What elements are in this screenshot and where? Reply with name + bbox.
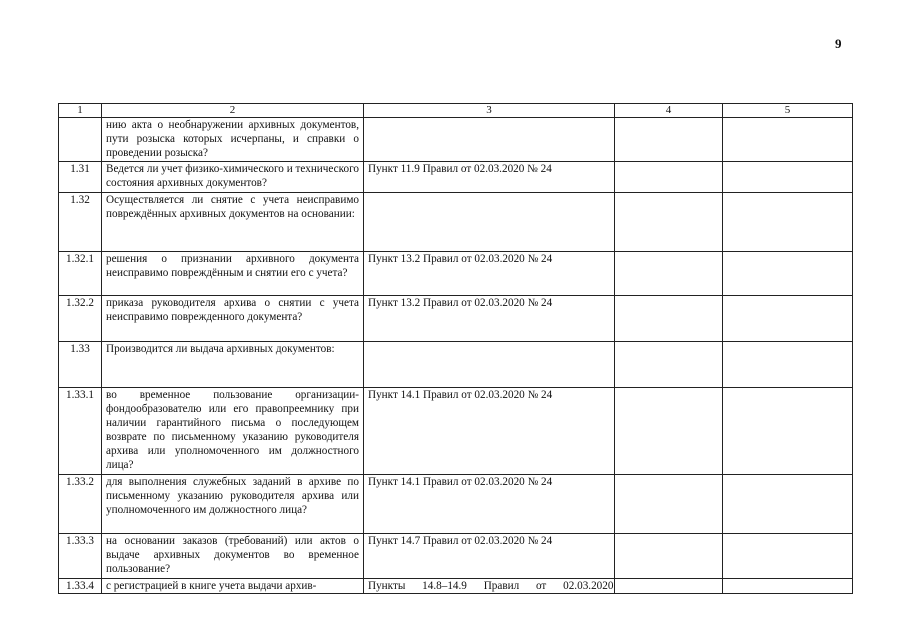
item-number: 1.33.4 [59, 579, 102, 594]
col-header-4: 4 [615, 104, 723, 118]
table-row [59, 118, 853, 162]
item-number: 1.32.2 [59, 296, 102, 342]
col4-cell [615, 252, 723, 296]
question-text: на основании заказов (требований) или актов о выдаче архивных документов во временное пользование? [102, 534, 364, 579]
legal-reference: Пункт 14.1 Правил от 02.03.2020 № 24 [364, 475, 615, 534]
item-number: 1.33.1 [59, 388, 102, 475]
col4-cell [615, 296, 723, 342]
table-row [59, 579, 853, 594]
col4-cell [615, 342, 723, 388]
table-row [59, 388, 853, 475]
question-text: приказа руководителя архива о снятии с учета неисправимо поврежденного документа? [102, 296, 364, 342]
question-text: Осуществляется ли снятие с учета неисправимо повреждённых архивных документов на основании: [102, 193, 364, 252]
legal-reference [364, 118, 615, 162]
col5-cell [723, 118, 853, 162]
table-row [59, 534, 853, 579]
col5-cell [723, 579, 853, 594]
question-text: во временное пользование организации-фондообразователю или его правопреемнику при наличии гарантийного письма о последующем возврате по письменному указанию руководителя архива или уполномоченного им должностного лица? [102, 388, 364, 475]
item-number: 1.31 [59, 162, 102, 193]
item-number [59, 118, 102, 162]
legal-reference-text: Пункты 14.8–14.9 Правил от 02.03.2020 [368, 580, 614, 592]
col4-cell [615, 579, 723, 594]
question-text: решения о признании архивного документа неисправимо повреждённым и снятии его с учета? [102, 252, 364, 296]
question-text: Производится ли выдача архивных документов: [102, 342, 364, 388]
col-header-5: 5 [723, 104, 853, 118]
col5-cell [723, 534, 853, 579]
col5-cell [723, 296, 853, 342]
col4-cell [615, 388, 723, 475]
col4-cell [615, 118, 723, 162]
col4-cell [615, 162, 723, 193]
item-number: 1.32 [59, 193, 102, 252]
table-row [59, 475, 853, 534]
legal-reference: Пункт 11.9 Правил от 02.03.2020 № 24 [364, 162, 615, 193]
col-header-3: 3 [364, 104, 615, 118]
col5-cell [723, 388, 853, 475]
legal-reference [364, 193, 615, 252]
col4-cell [615, 475, 723, 534]
legal-reference: Пункт 14.1 Правил от 02.03.2020 № 24 [364, 388, 615, 475]
item-number: 1.33.2 [59, 475, 102, 534]
col5-cell [723, 342, 853, 388]
col4-cell [615, 193, 723, 252]
table-row [59, 296, 853, 342]
legal-reference [364, 342, 615, 388]
question-text: для выполнения служебных заданий в архиве по письменному указанию руководителя архива или уполномоченного им должностного лица? [102, 475, 364, 534]
item-number: 1.33 [59, 342, 102, 388]
table-row [59, 252, 853, 296]
legal-reference: Пункт 13.2 Правил от 02.03.2020 № 24 [364, 296, 615, 342]
legal-reference: Пункт 14.7 Правил от 02.03.2020 № 24 [364, 534, 615, 579]
requirements-table [58, 103, 853, 594]
col4-cell [615, 534, 723, 579]
legal-reference [364, 579, 615, 594]
page-number: 9 [835, 36, 842, 51]
col-header-1: 1 [59, 104, 102, 118]
table-row [59, 342, 853, 388]
col5-cell [723, 475, 853, 534]
question-text: Ведется ли учет физико-химического и технического состояния архивных документов? [102, 162, 364, 193]
legal-reference: Пункт 13.2 Правил от 02.03.2020 № 24 [364, 252, 615, 296]
item-number: 1.32.1 [59, 252, 102, 296]
header-row [59, 104, 853, 118]
col5-cell [723, 193, 853, 252]
table-row [59, 193, 853, 252]
col5-cell [723, 252, 853, 296]
col5-cell [723, 162, 853, 193]
item-number: 1.33.3 [59, 534, 102, 579]
col-header-2: 2 [102, 104, 364, 118]
table-row [59, 162, 853, 193]
question-text: нию акта о необнаружении архивных документов, пути розыска которых исчерпаны, и справки о проведении розыска? [102, 118, 364, 162]
question-text: с регистрацией в книге учета выдачи архив- [102, 579, 364, 594]
